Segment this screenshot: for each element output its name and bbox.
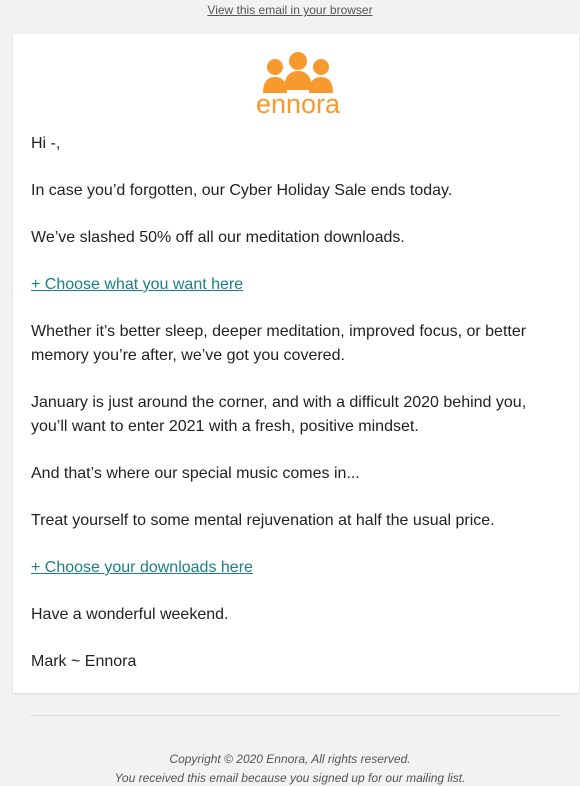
email-body xyxy=(31,132,561,697)
signature: Mark ~ Ennora xyxy=(31,653,137,670)
paragraph-treat-yourself: Treat yourself to some mental rejuvenation at half the usual price. xyxy=(31,512,495,529)
email-card xyxy=(13,34,579,693)
subscription-reason-text: You received this email because you signed up for our mailing list. xyxy=(114,771,466,785)
greeting: Hi -, xyxy=(31,135,61,152)
paragraph-weekend: Have a wonderful weekend. xyxy=(31,606,229,623)
footer xyxy=(0,751,580,786)
paragraph-discount: We’ve slashed 50% off all our meditation downloads. xyxy=(31,229,405,246)
paragraph-special-music: And that’s where our special music comes in... xyxy=(31,465,360,482)
choose-downloads-link[interactable]: + Choose your downloads here xyxy=(31,559,253,576)
view-in-browser-link[interactable]: View this email in your browser xyxy=(207,3,373,17)
footer-divider xyxy=(30,715,560,716)
ennora-logo xyxy=(246,50,350,116)
choose-what-you-want-link[interactable]: + Choose what you want here xyxy=(31,276,244,293)
paragraph-benefits: Whether it’s better sleep, deeper meditation, improved focus, or better memory you’re after, we’ve got you covered. xyxy=(31,323,527,364)
copyright-text: Copyright © 2020 Ennora, All rights reserved. xyxy=(169,752,411,766)
logo-wordmark: ennora xyxy=(255,89,341,116)
browser-link-bar xyxy=(0,0,580,34)
paragraph-january: January is just around the corner, and with a difficult 2020 behind you, you’ll want to enter 2021 with a fresh, positive mindset. xyxy=(31,394,527,435)
paragraph-sale-ends: In case you’d forgotten, our Cyber Holiday Sale ends today. xyxy=(31,182,453,199)
